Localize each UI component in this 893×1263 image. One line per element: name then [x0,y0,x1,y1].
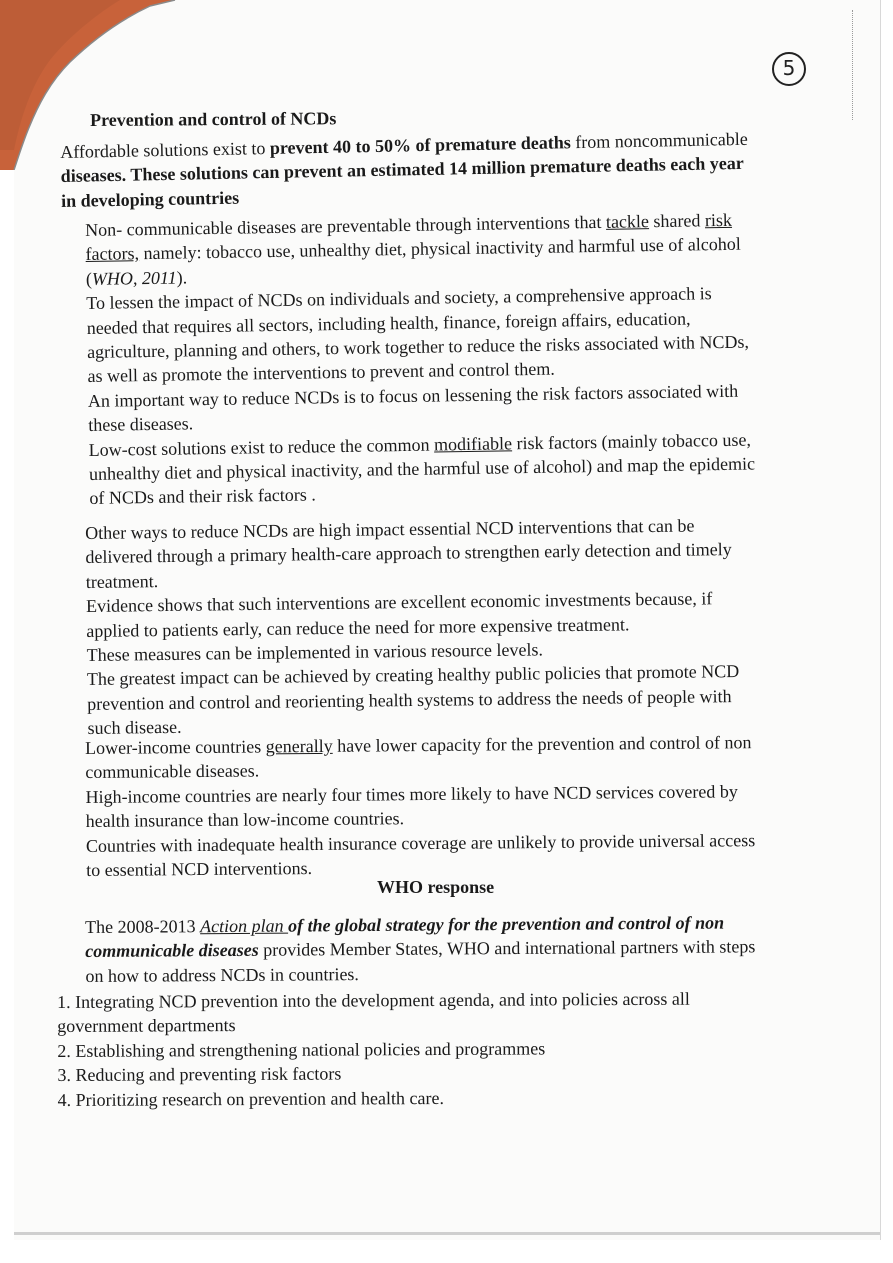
p1-line-1: Non- communicable diseases are preventable through interventions that tackle shared risk [85,209,733,240]
page-number: 5 [772,52,806,86]
who-response-heading: WHO response [377,877,495,897]
body-paragraphs-1 [85,208,756,511]
p2-line-2: needed that requires all sectors, including health, finance, foreign affairs, education, [86,308,691,338]
p3-line-1: An important way to reduce NCDs is to focus on lessening the risk factors associated with [87,380,739,411]
p5-line-2: delivered through a primary health-care approach to strengthen early detection and timely [85,539,732,568]
body-paragraphs-3 [85,730,756,882]
p4-line-2: unhealthy diet and physical inactivity, and the harmful use of alcohol) and map the epidemic [88,453,756,484]
p10-line-1: High-income countries are nearly four times more likely to have NCD services covered by [85,781,738,807]
p6-line-1: Evidence shows that such interventions are excellent economic investments because, if [85,588,713,617]
who-line-1: The 2008-2013 Action plan of the global strategy for the prevention and control of non [85,912,725,937]
p9-line-1: Lower-income countries generally have lower capacity for the prevention and control of non [85,732,752,758]
page-bottom-edge [14,1232,880,1235]
p5-line-1: Other ways to reduce NCDs are high impact essential NCD interventions that can be [85,515,695,543]
list-item: 4. Prioritizing research on prevention and health care. [57,1087,444,1110]
p4-line-3: of NCDs and their risk factors . [89,484,316,509]
p11-line-2: to essential NCD interventions. [86,857,313,880]
p8-line-3: such disease. [87,716,182,739]
p1-line-3: (WHO, 2011). [85,267,188,289]
p9-line-2: communicable diseases. [85,760,260,783]
intro-line-3: in developing countries [60,187,240,211]
section-heading: Prevention and control of NCDs [90,108,337,130]
body-paragraphs-2 [85,513,740,740]
who-response-paragraph [85,910,756,988]
p7-line-1: These measures can be implemented in various resource levels. [86,639,544,665]
p5-line-3: treatment. [85,570,159,592]
p2-line-4: as well as promote the interventions to prevent and control them. [87,358,555,387]
p10-line-2: health insurance than low-income countries. [85,808,405,832]
p2-line-1: To lessen the impact of NCDs on individuals and society, a comprehensive approach is [86,283,712,314]
list-item: 3. Reducing and preventing risk factors [57,1063,342,1086]
p6-line-2: applied to patients early, can reduce the need for more expensive treatment. [86,613,630,641]
intro-line-1: Affordable solutions exist to prevent 40 to 50% of premature deaths from noncommunicable [60,128,748,162]
page-edge-marks [852,10,857,120]
list-item: 1. Integrating NCD prevention into the development agenda, and into policies across all [57,988,690,1012]
p8-line-1: The greatest impact can be achieved by creating healthy public policies that promote NCD [86,661,740,690]
p8-line-2: prevention and control and reorienting health systems to address the needs of people with [87,685,732,714]
list-item: 2. Establishing and strengthening national policies and programmes [57,1038,546,1061]
intro-paragraph [60,127,749,213]
p11-line-1: Countries with inadequate health insurance coverage are unlikely to provide universal access [85,829,756,856]
intro-line-2: diseases. These solutions can prevent an estimated 14 million premature deaths each year [60,153,744,187]
who-line-3: on how to address NCDs in countries. [85,963,359,986]
p4-line-1: Low-cost solutions exist to reduce the common modifiable risk factors (mainly tobacco use, [88,429,752,460]
p2-line-3: agriculture, planning and others, to work together to reduce the risks associated with NCDs, [86,331,750,362]
p3-line-2: these diseases. [88,413,194,436]
who-line-2: communicable diseases provides Member States, WHO and international partners with steps [85,936,756,962]
p1-line-2: factors, namely: tobacco use, unhealthy diet, physical inactivity and harmful use of alcohol [85,234,741,265]
who-steps-list [57,987,690,1112]
list-item: government departments [57,1015,236,1037]
